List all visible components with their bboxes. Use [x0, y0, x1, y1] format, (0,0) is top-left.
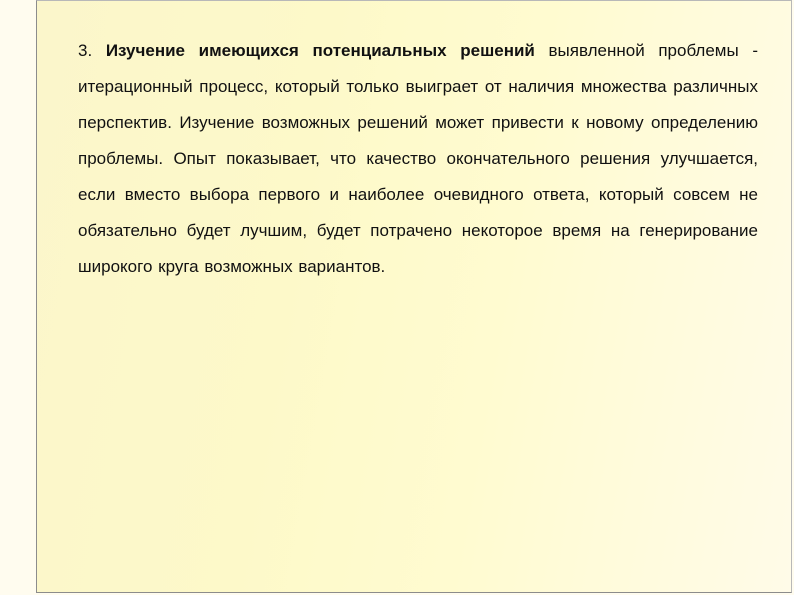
slide-paragraph: [78, 33, 758, 285]
paragraph-number: 3.: [78, 41, 106, 60]
paragraph-bold-heading: Изучение имеющихся потенциальных решений: [105, 41, 535, 60]
slide-panel: [36, 0, 792, 593]
paragraph-body: выявленной проблемы - итерационный процесс, который только выиграет от наличия множества различных перспектив. Изучение возможных решений может привести к новому определению проблемы. Опыт показывает, что качество окончательного решения улучшается, если вместо выбора первого и наиболее очевидного ответа, который совсем не обязательно будет лучшим, будет потрачено некоторое время на генерирование широкого круга возможных вариантов.: [78, 41, 758, 276]
